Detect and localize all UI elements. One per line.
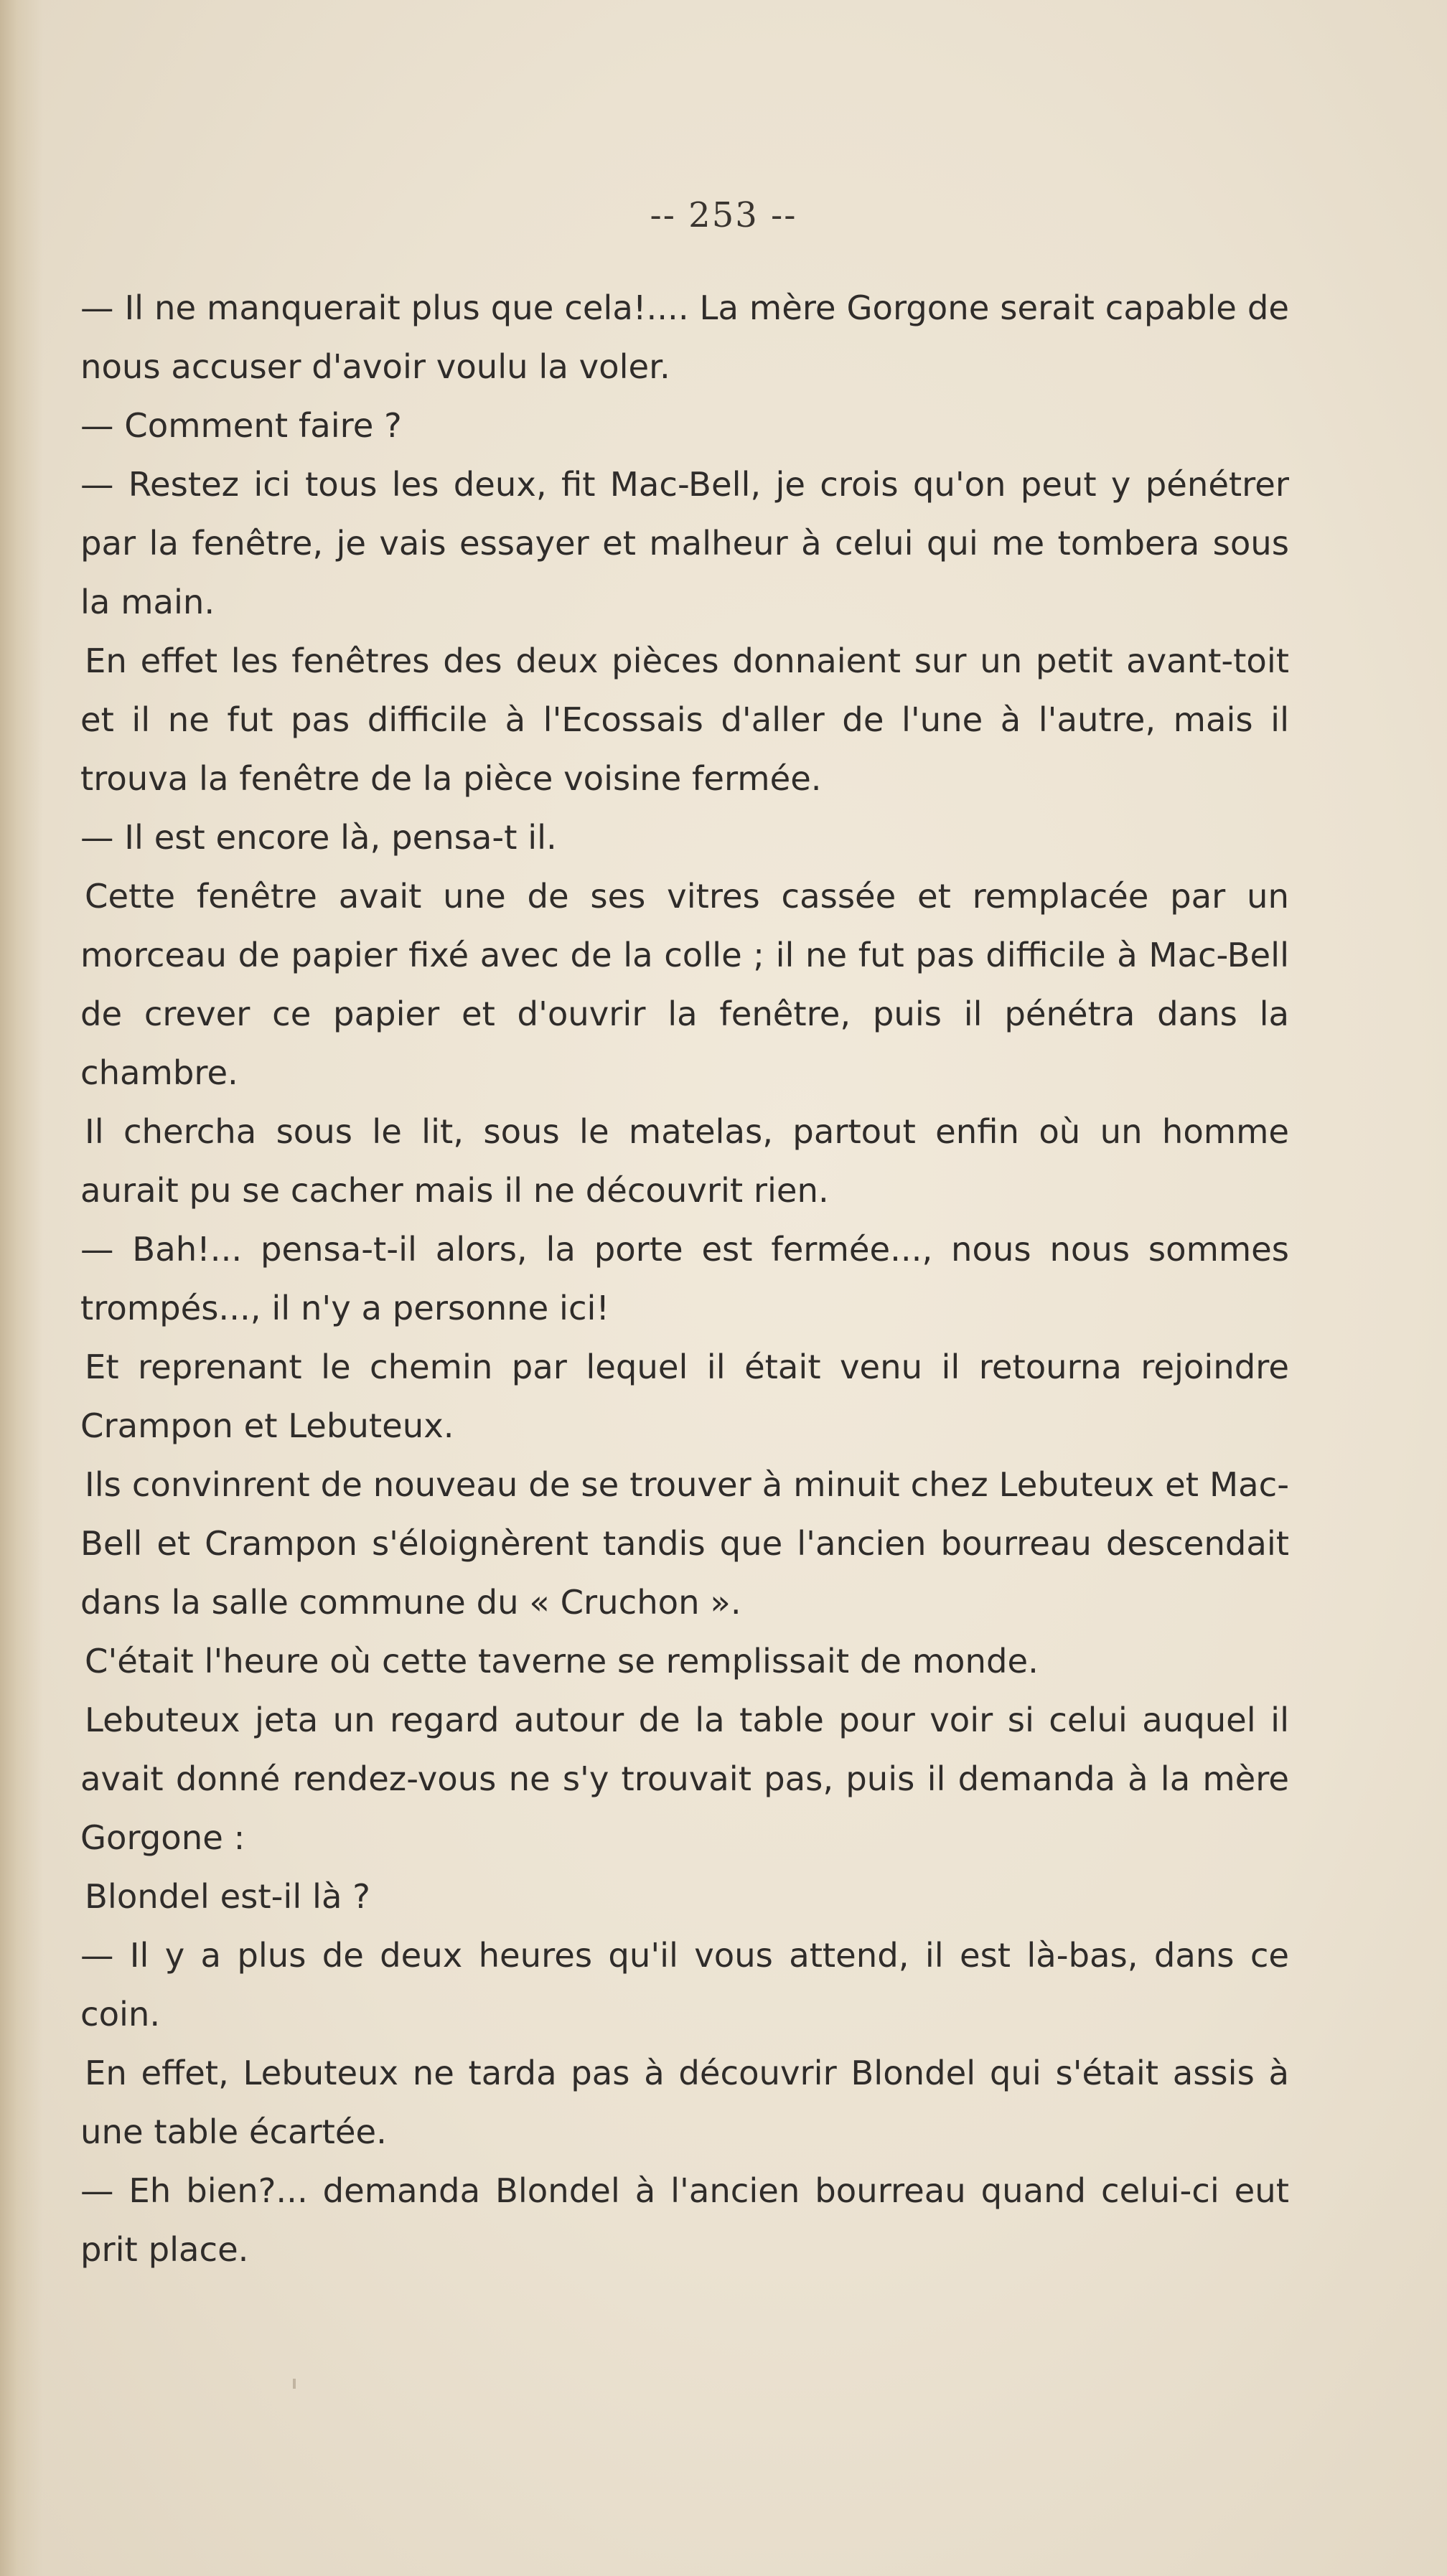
paragraph-5: — Il est encore là, pensa-t il.	[80, 818, 557, 857]
paragraph-8: — Bah!... pensa-t-il alors, la porte est fermée..., nous nous sommes trompés..., il n'y a personne ici!	[80, 1230, 1289, 1327]
body-text	[80, 278, 1289, 2279]
paragraph-13: Blondel est-il là ?	[85, 1877, 370, 1916]
paragraph-14: — Il y a plus de deux heures qu'il vous attend, il est là-bas, dans ce coin.	[80, 1936, 1289, 2034]
paragraph-16: — Eh bien?... demanda Blondel à l'ancien bourreau quand celui-ci eut prit place.	[80, 2171, 1289, 2269]
paragraph-3: — Restez ici tous les deux, fit Mac-Bell, je crois qu'on peut y pénétrer par la fenêtre, je vais essayer et malheur à celui qui me tombera sous la main.	[80, 465, 1289, 621]
paragraph-10: Ils convinrent de nouveau de se trouver à minuit chez Lebuteux et Mac-Bell et Crampon s'éloignèrent tandis que l'ancien bourreau descendait dans la salle commune du « Cruchon ».	[80, 1465, 1289, 1622]
paper-speckle	[293, 2379, 296, 2389]
paragraph-6: Cette fenêtre avait une de ses vitres cassée et remplacée par un morceau de papier fixé avec de la colle ; il ne fut pas difficile à Mac-Bell de crever ce papier et d'ouvrir la fenêtre, puis il pénétra dans la chambre.	[80, 877, 1289, 1092]
paragraph-12: Lebuteux jeta un regard autour de la table pour voir si celui auquel il avait donné rendez-vous ne s'y trouvait pas, puis il demanda à la mère Gorgone :	[80, 1701, 1289, 1857]
page-binding-edge	[0, 0, 43, 2576]
paragraph-2: — Comment faire ?	[80, 406, 402, 445]
paragraph-1: — Il ne manquerait plus que cela!.... La mère Gorgone serait capable de nous accuser d'avoir voulu la voler.	[80, 288, 1289, 386]
paragraph-11: C'était l'heure où cette taverne se remplissait de monde.	[85, 1642, 1039, 1680]
paragraph-15: En effet, Lebuteux ne tarda pas à découvrir Blondel qui s'était assis à une table écartée.	[80, 2054, 1289, 2151]
paragraph-7: Il chercha sous le lit, sous le matelas, partout enfin où un homme aurait pu se cacher mais il ne découvrit rien.	[80, 1112, 1289, 1210]
page-number: -- 253 --	[650, 195, 797, 235]
paragraph-9: Et reprenant le chemin par lequel il était venu il retourna rejoindre Crampon et Lebuteux.	[80, 1348, 1289, 1445]
paragraph-4: En effet les fenêtres des deux pièces donnaient sur un petit avant-toit et il ne fut pas difficile à l'Ecossais d'aller de l'une à l'autre, mais il trouva la fenêtre de la pièce voisine fermée.	[80, 641, 1289, 798]
